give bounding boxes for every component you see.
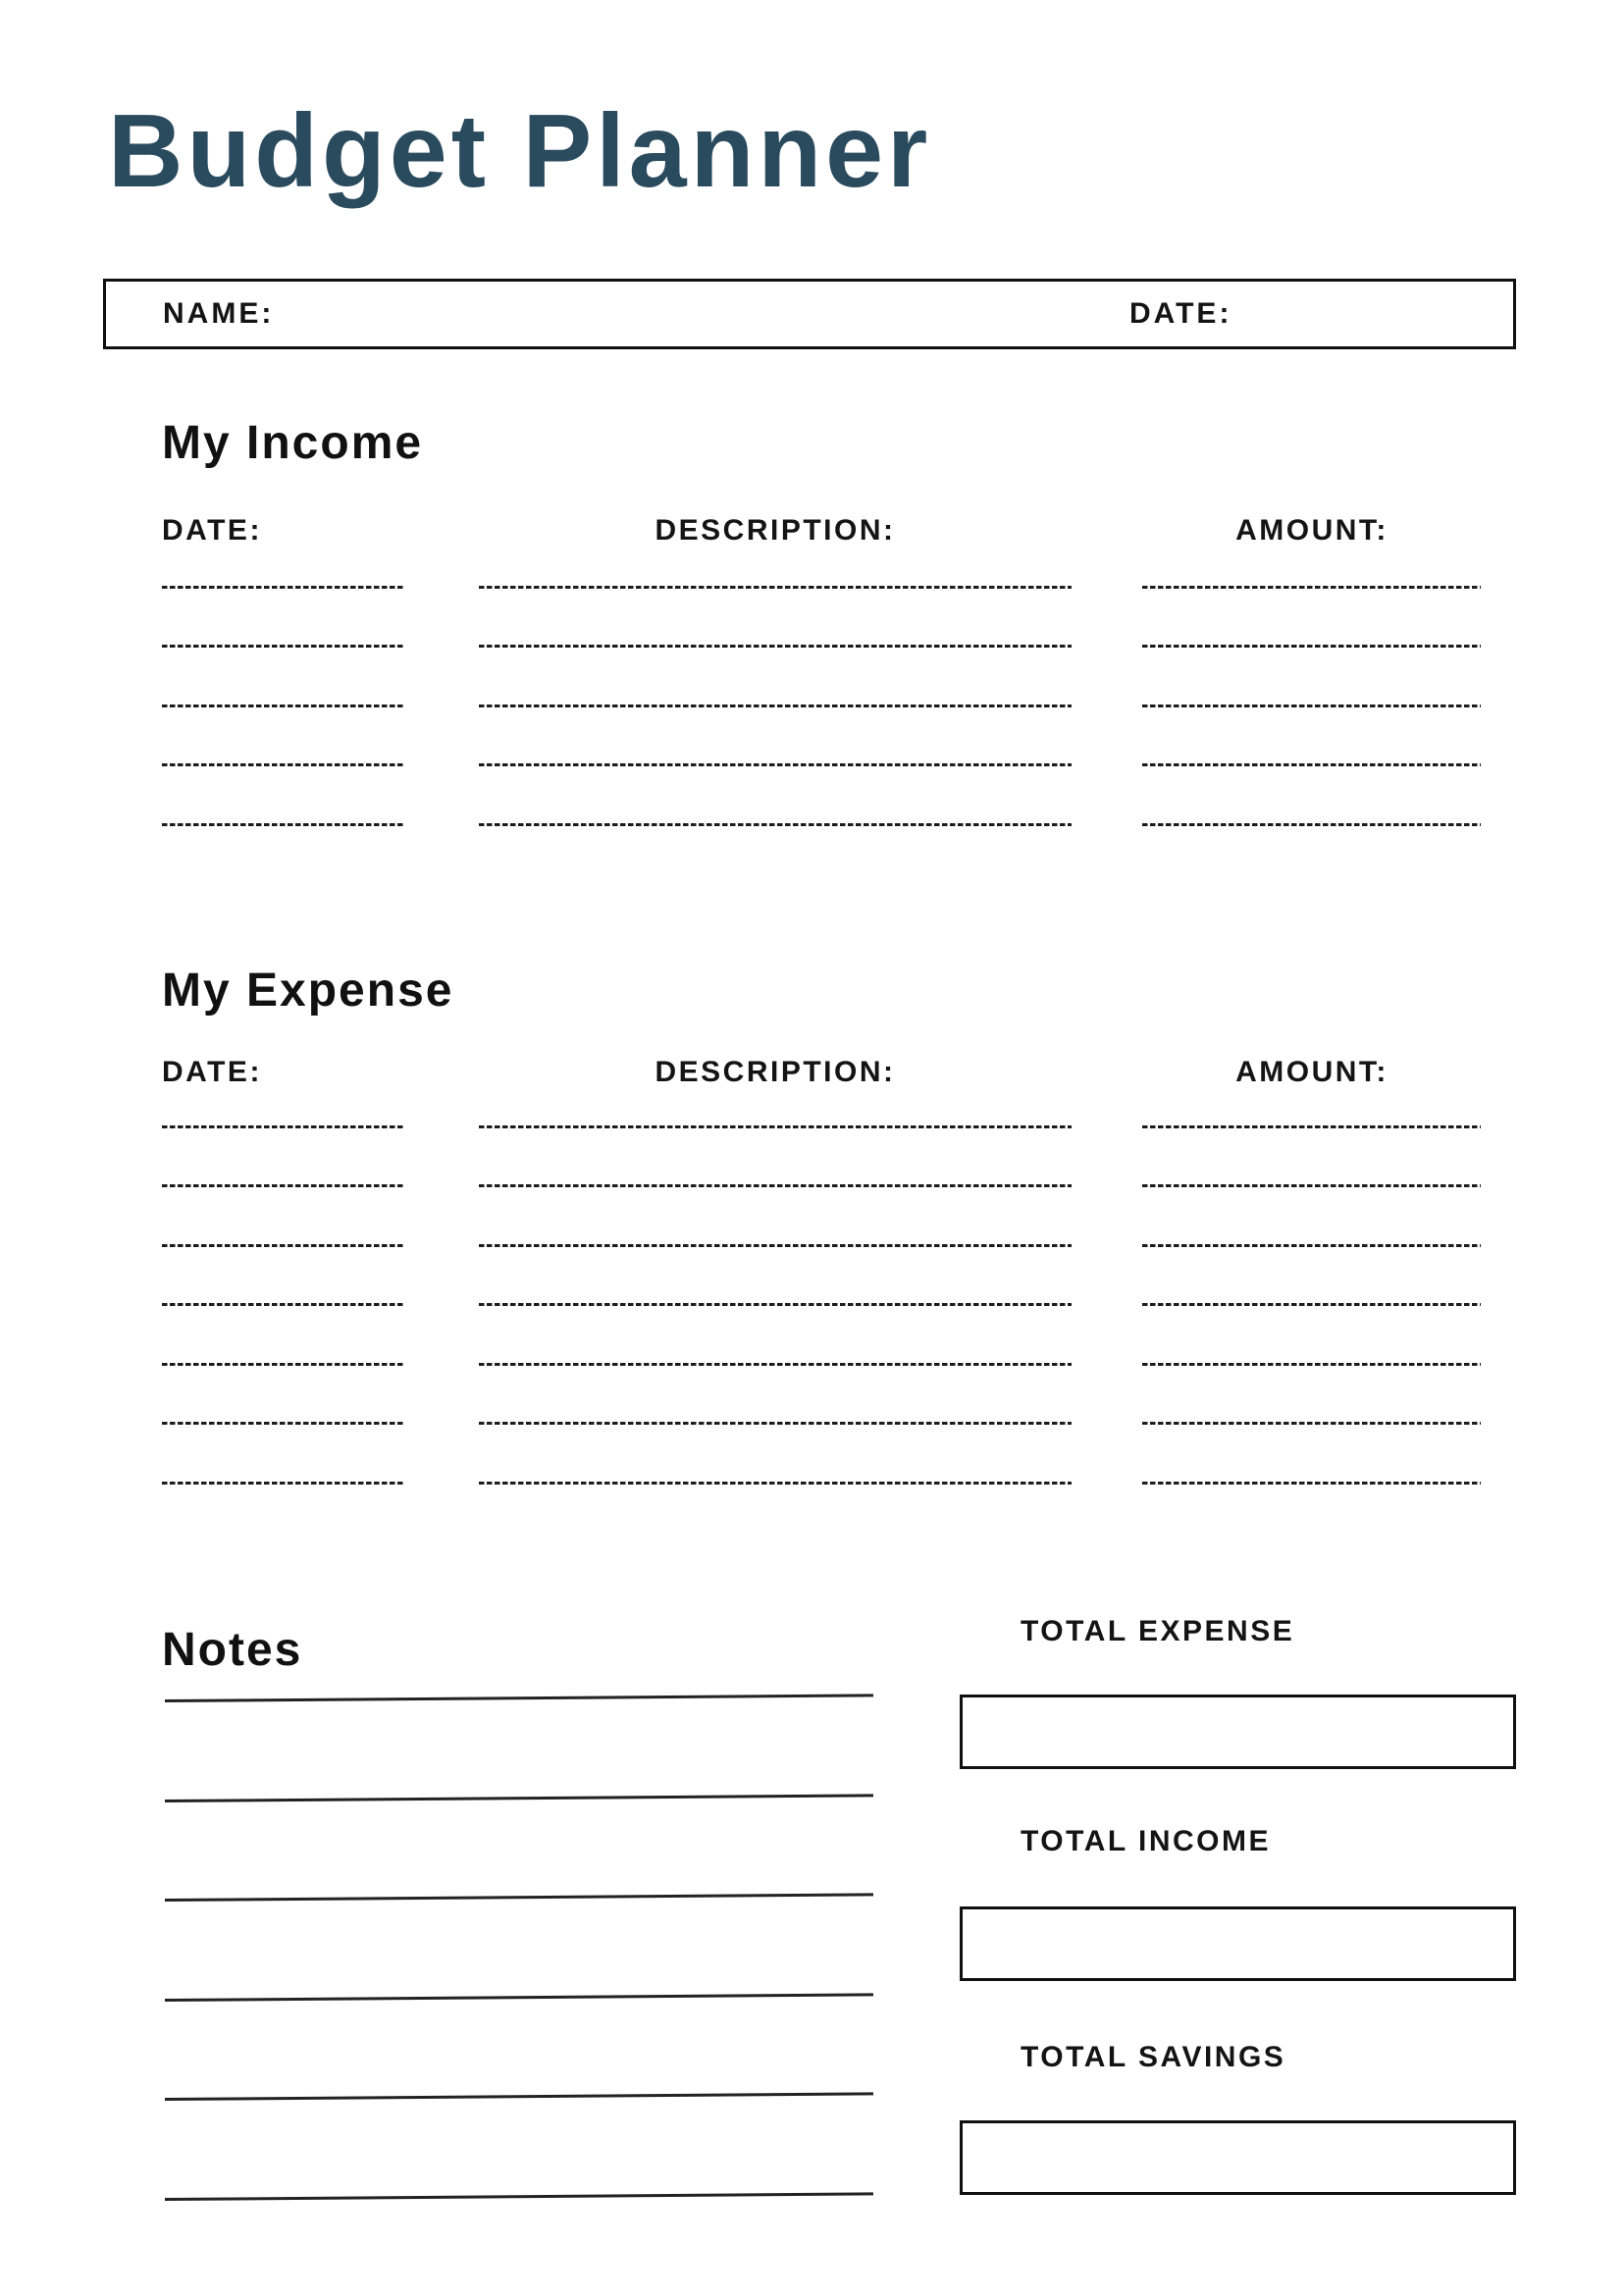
- income-row: [0, 766, 1624, 826]
- name-label: NAME:: [163, 297, 275, 330]
- notes-entry-line[interactable]: [165, 2192, 873, 2200]
- income-col-date-label: DATE:: [162, 514, 262, 547]
- notes-entry-line[interactable]: [165, 1993, 873, 2001]
- income-col-description-label: DESCRIPTION:: [655, 514, 896, 547]
- expense-row: [0, 1128, 1624, 1188]
- name-input-area[interactable]: [302, 289, 1048, 340]
- expense-row: [0, 1187, 1624, 1247]
- total-expense-label: TOTAL EXPENSE: [1021, 1615, 1295, 1647]
- expense-description-entry-line[interactable]: [479, 1482, 1072, 1485]
- total-savings-label: TOTAL SAVINGS: [1021, 2041, 1286, 2073]
- income-col-amount-label: AMOUNT:: [1235, 514, 1388, 547]
- total-expense-value-box[interactable]: [960, 1695, 1516, 1769]
- expense-col-description-label: DESCRIPTION:: [655, 1056, 896, 1088]
- expense-date-entry-line[interactable]: [162, 1482, 404, 1485]
- income-section-heading: My Income: [162, 417, 424, 469]
- income-date-entry-line[interactable]: [162, 823, 404, 826]
- income-description-entry-line[interactable]: [479, 823, 1072, 826]
- expense-rows: [0, 1069, 1624, 1485]
- notes-entry-line[interactable]: [165, 1794, 873, 1801]
- date-input-area[interactable]: [1264, 289, 1499, 340]
- expense-row: [0, 1366, 1624, 1426]
- notes-section-heading: Notes: [162, 1624, 303, 1676]
- expense-row: [0, 1425, 1624, 1485]
- income-rows: [0, 529, 1624, 826]
- expense-row: [0, 1247, 1624, 1307]
- notes-entry-line[interactable]: [165, 1694, 873, 1701]
- expense-col-date-label: DATE:: [162, 1056, 262, 1088]
- income-row: [0, 589, 1624, 649]
- expense-col-amount-label: AMOUNT:: [1235, 1056, 1388, 1088]
- income-row: [0, 648, 1624, 707]
- date-label: DATE:: [1129, 297, 1232, 330]
- income-row: [0, 529, 1624, 589]
- notes-lines: [165, 1699, 873, 2296]
- expense-row: [0, 1306, 1624, 1366]
- total-income-label: TOTAL INCOME: [1021, 1825, 1271, 1857]
- name-date-box: [103, 279, 1516, 349]
- notes-entry-line[interactable]: [165, 1893, 873, 1901]
- total-income-value-box[interactable]: [960, 1906, 1516, 1981]
- notes-entry-line[interactable]: [165, 2092, 873, 2100]
- page-title: Budget Planner: [108, 93, 932, 209]
- income-row: [0, 707, 1624, 767]
- expense-section-heading: My Expense: [162, 965, 454, 1017]
- expense-amount-entry-line[interactable]: [1142, 1482, 1481, 1485]
- expense-row: [0, 1069, 1624, 1128]
- total-savings-value-box[interactable]: [960, 2120, 1516, 2195]
- income-amount-entry-line[interactable]: [1142, 823, 1481, 826]
